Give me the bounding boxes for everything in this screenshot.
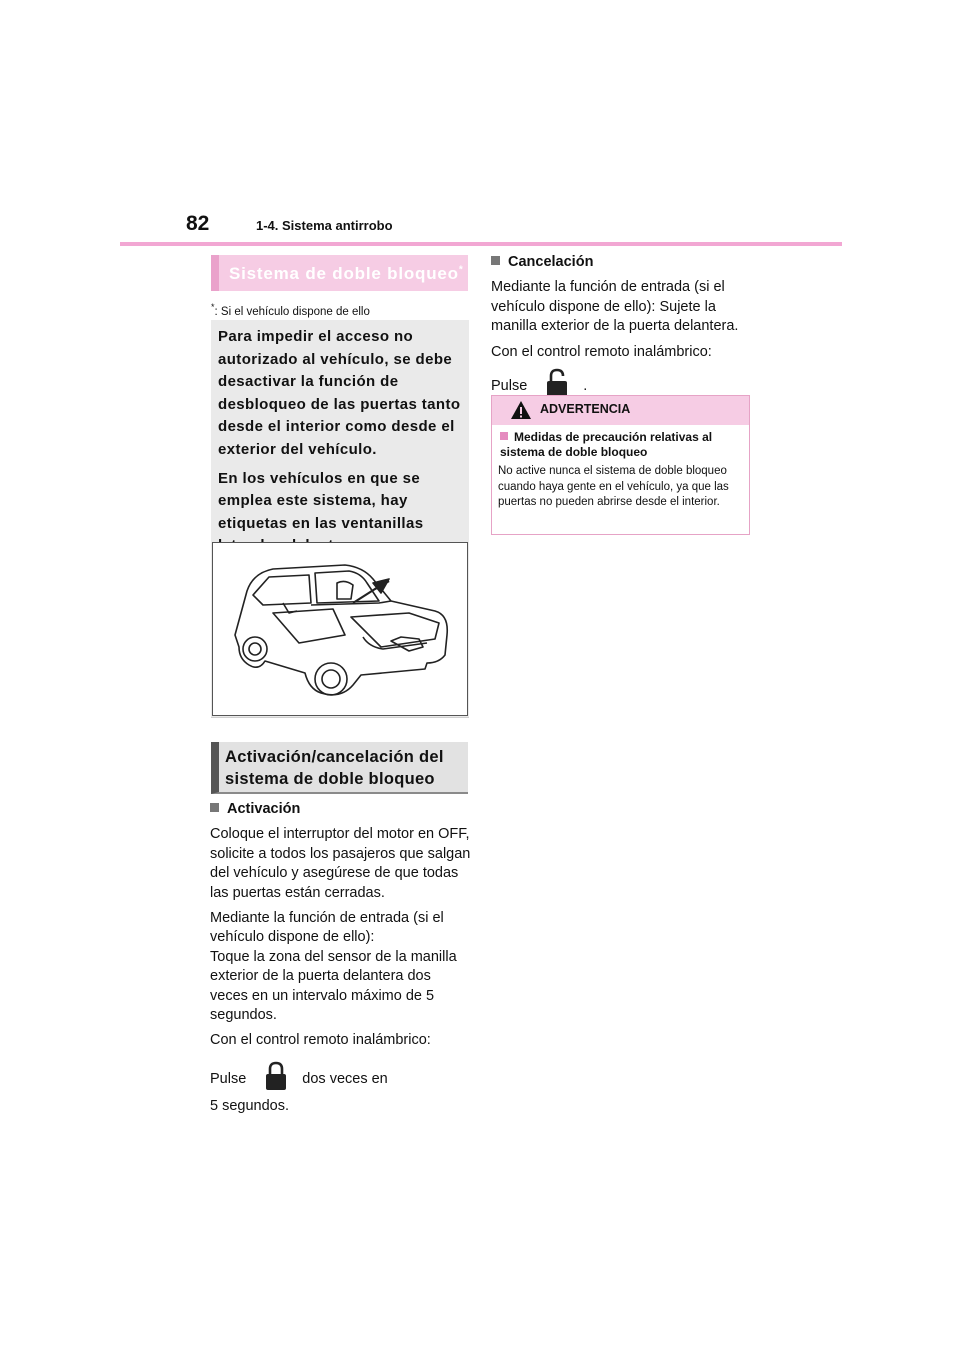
pulse-label: Pulse: [491, 378, 528, 395]
page-number: 82: [186, 212, 210, 235]
section-heading-text: Sistema de doble bloqueo: [229, 264, 459, 283]
warning-header: [492, 396, 749, 425]
activation-paragraph-1: Coloque el interruptor del motor en OFF, solicite a todos los pasajeros que salgan del vehículo y asegúrese de que todas las puertas están cerradas.: [210, 826, 471, 901]
cancel-heading: [491, 253, 753, 272]
footnote: [211, 302, 370, 318]
warning-item-heading: [500, 430, 740, 460]
intro-text: [218, 326, 464, 564]
activation-paragraph-3: Con el control remoto inalámbrico:: [210, 1032, 431, 1049]
activation-paragraph-4: [210, 1061, 472, 1117]
activation-paragraph-2a: Mediante la función de entrada (si el vehículo dispone de ello):: [210, 910, 444, 946]
cancel-paragraph-2: Con el control remoto inalámbrico:: [491, 343, 712, 360]
twice-label: dos veces en: [302, 1070, 388, 1087]
warning-triangle-icon: [510, 400, 532, 425]
subsection-heading: Activación/cancelación del sistema de doble bloqueo: [211, 742, 468, 794]
intro-paragraph-2: En los vehículos en que se emplea este sistema, hay etiquetas en las ventanillas: [218, 469, 424, 532]
activation-paragraph-2: [210, 909, 472, 1025]
activation-heading: [210, 800, 472, 819]
section-title: 1-4. Sistema antirrobo: [256, 218, 393, 233]
bullet-square-icon: [491, 256, 500, 265]
activation-paragraph-2b: Toque la zona del sensor de la manilla exterior de la puerta delantera dos veces en un intervalo máximo de 5 segundos.: [210, 948, 457, 1024]
footnote-marker: *: [211, 302, 215, 312]
cancel-paragraph-1: Mediante la función de entrada (si el vehículo dispone de ello): Sujete la manilla exterior de la puerta delantera.: [491, 279, 739, 335]
warning-item-heading-text: Medidas de precaución relativas al sistema de doble bloqueo: [500, 430, 713, 459]
intro-paragraph-1: Para impedir el acceso no autorizado al vehículo, se debe desactivar la función de desbloqueo de las puertas tanto desde el interior como desde el exterior del vehículo.: [218, 328, 461, 458]
car-illustration: [212, 542, 468, 716]
seconds-label: 5 segundos.: [210, 1098, 290, 1115]
car-drawing: [213, 543, 467, 715]
activation-section: [210, 800, 472, 1123]
section-heading: [211, 255, 468, 291]
cancel-heading-text: Cancelación: [508, 254, 594, 270]
pink-bullet-icon: [500, 432, 508, 440]
cancellation-section: [491, 253, 753, 410]
warning-body: No active nunca el sistema de doble bloqueo cuando haya gente en el vehículo, ya que las puertas no pueden abrirse desde el interior.: [498, 465, 729, 508]
period: .: [583, 378, 588, 395]
heading-footnote-marker: *: [458, 264, 464, 276]
footnote-text: : Si el vehículo dispone de ello: [214, 305, 370, 318]
bullet-square-icon: [210, 803, 219, 812]
lock-icon: [264, 1061, 288, 1097]
warning-box: [491, 395, 750, 535]
warning-title: ADVERTENCIA: [540, 402, 631, 416]
pulse-label: Pulse: [210, 1070, 247, 1087]
activation-heading-text: Activación: [227, 801, 301, 817]
header-rule: [120, 242, 842, 246]
